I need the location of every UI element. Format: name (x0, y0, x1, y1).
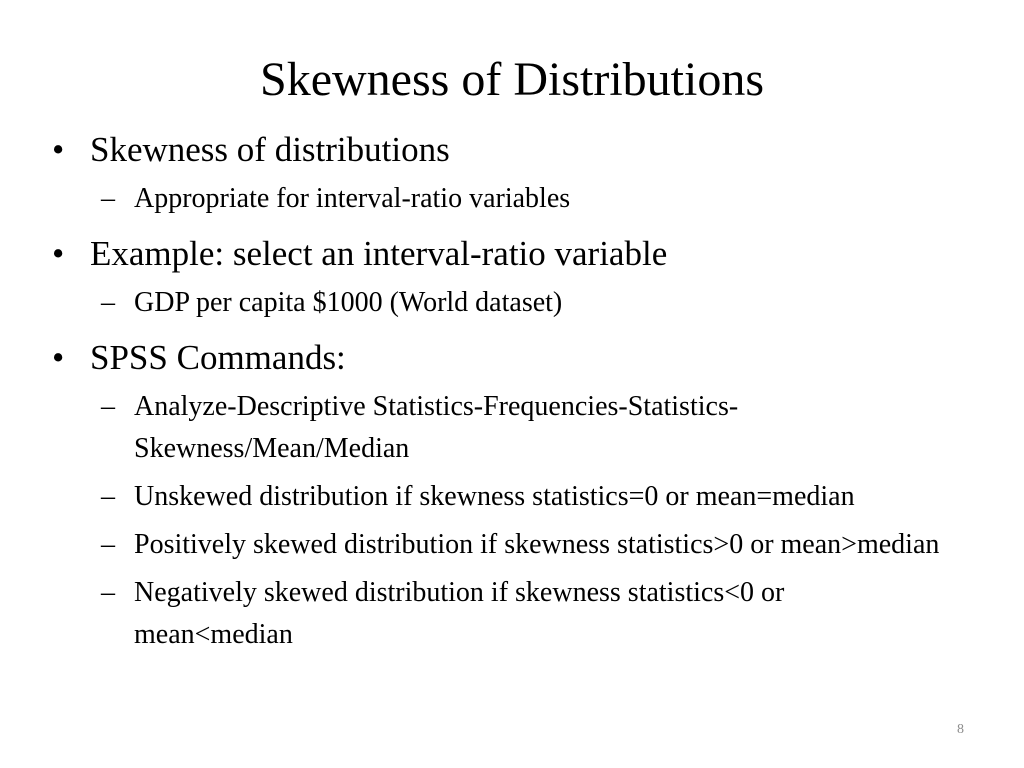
bullet-item (50, 232, 950, 276)
sub-bullet-item (50, 282, 950, 324)
sub-bullet-item (50, 572, 950, 656)
sub-bullet-marker: – (101, 391, 115, 422)
sub-bullet-marker: – (101, 481, 115, 512)
bullet-text: Skewness of distributions (90, 130, 450, 169)
bullet-list (50, 128, 950, 656)
sub-bullet-marker: – (101, 577, 115, 608)
sub-bullet-text: Negatively skewed distribution if skewness statistics<0 or mean<median (134, 577, 785, 650)
sub-bullet-marker: – (101, 529, 115, 560)
slide-title: Skewness of Distributions (260, 53, 764, 106)
page-number: 8 (957, 722, 964, 737)
sub-bullet-item (50, 524, 950, 566)
sub-bullet-item (50, 386, 950, 470)
bullet-marker: • (52, 338, 65, 377)
bullet-item (50, 336, 950, 380)
bullet-text: Example: select an interval-ratio variable (90, 234, 668, 273)
sub-bullet-text: GDP per capita $1000 (World dataset) (134, 287, 563, 318)
sub-bullet-item (50, 178, 950, 220)
bullet-marker: • (52, 234, 65, 273)
sub-bullet-text: Unskewed distribution if skewness statistics=0 or mean=median (134, 481, 855, 512)
sub-bullet-text: Appropriate for interval-ratio variables (134, 183, 571, 214)
sub-bullet-text: Analyze-Descriptive Statistics-Frequencies-Statistics-Skewness/Mean/Median (134, 391, 739, 464)
bullet-marker: • (52, 130, 65, 169)
sub-bullet-text: Positively skewed distribution if skewness statistics>0 or mean>median (134, 529, 940, 560)
bullet-text: SPSS Commands: (90, 338, 346, 377)
sub-bullet-marker: – (101, 287, 115, 318)
sub-bullet-item (50, 476, 950, 518)
bullet-item (50, 128, 950, 172)
sub-bullet-marker: – (101, 183, 115, 214)
